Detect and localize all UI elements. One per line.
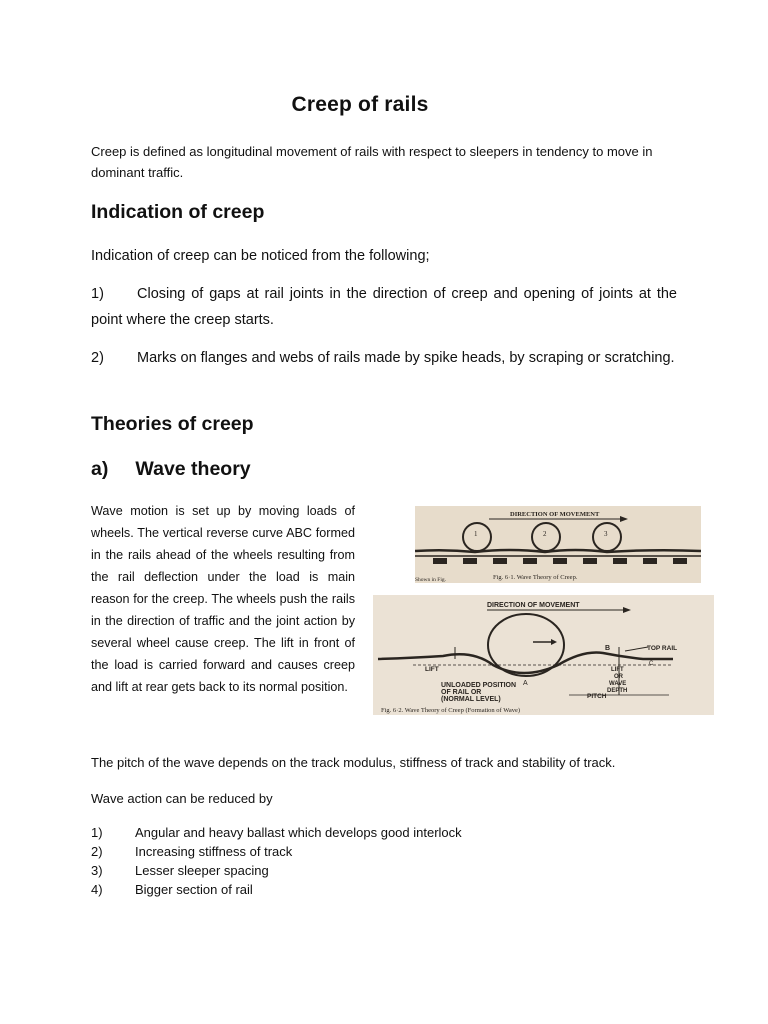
fig2-wheel-arrowhead [551,639,557,645]
heading-wave-theory: a) Wave theory [91,458,251,480]
heading-indication: Indication of creep [91,201,265,223]
creep-definition: Creep is defined as longitudinal movement of rails with respect to sleepers in tendency to move in dominant traffic. [91,144,653,180]
reduce-intro: Wave action can be reduced by [91,791,273,806]
indication-item-2 [91,345,677,371]
list-item-num: 1) [91,825,103,840]
fig2-arrowhead [623,607,631,613]
list-item [91,861,691,880]
fig2-caption: Fig. 6·2. Wave Theory of Creep (Formation of Wave) [381,707,521,714]
figure-wave-formation [373,595,714,715]
indication-item-1-text: Closing of gaps at rail joints in the direction of creep and opening of joints at the point where the creep starts. [91,286,677,328]
fig1-sleeper [523,558,537,564]
list-item-text: Bigger section of rail [135,882,253,897]
fig1-header: DIRECTION OF MOVEMENT [510,511,600,518]
list-item-num: 3) [91,863,103,878]
list-item-num: 4) [91,882,103,897]
fig2-wave-rail [378,653,673,674]
fig2-label-b: B [605,645,611,652]
fig1-sleeper [673,558,687,564]
fig1-sleeper [613,558,627,564]
fig1-wheel-label-3: 3 [604,530,608,538]
fig2-top-rail: TOP RAIL [647,645,678,652]
fig2-lift-right: LIFT [611,667,624,673]
fig1-sleeper [463,558,477,564]
fig2-unloaded-2: OF RAIL OR [441,689,482,696]
fig1-arrowhead [620,516,628,522]
list-item [91,880,691,899]
fig2-unloaded-3: (NORMAL LEVEL) [441,696,501,703]
list-item [91,823,691,842]
pitch-note: The pitch of the wave depends on the track modulus, stiffness of track and stability of track. [91,755,616,770]
wave-theory-paragraph: Wave motion is set up by moving loads of wheels. The vertical reverse curve ABC formed in the rails ahead of the wheels resulting from the rail deflection under the load is main reason for the creep. The wheels push the rails in the direction of traffic and the joint action by several wheel cause creep. The lift in front of the load is carried forward and causes creep and lift at rear gets back to its normal position. [91,504,355,694]
fig2-lift-left: LIFT [425,666,439,673]
fig1-sleeper [553,558,567,564]
indication-item-1-num: 1) [91,286,104,302]
fig1-sleeper [433,558,447,564]
list-item-text: Angular and heavy ballast which develops good interlock [135,825,462,840]
indication-item-1 [91,281,677,333]
fig1-wheel-label-1: 1 [474,530,478,538]
list-item-num: 2) [91,844,103,859]
fig2-header: DIRECTION OF MOVEMENT [487,602,580,609]
list-item [91,842,691,861]
indication-item-2-num: 2) [91,350,104,366]
fig2-label-or: OR [614,674,623,680]
fig2-label-c: C [649,661,654,667]
fig2-pitch: PITCH [587,693,607,700]
list-item-text: Lesser sleeper spacing [135,863,269,878]
page-title: Creep of rails [291,93,429,116]
indication-intro: Indication of creep can be noticed from the following; [91,248,430,264]
fig2-top-rail-pointer [625,647,648,651]
fig1-caption: Fig. 6·1. Wave Theory of Creep. [493,574,578,581]
list-item-text: Increasing stiffness of track [135,844,293,859]
fig2-label-wave: WAVE [609,681,627,687]
fig1-sleeper [493,558,507,564]
fig2-label-depth: DEPTH [607,688,628,694]
heading-theories: Theories of creep [91,413,254,435]
fig2-label-a: A [523,680,528,687]
fig1-sleeper [643,558,657,564]
fig1-sleeper [583,558,597,564]
fig1-rail [415,550,701,552]
reduce-list [91,823,691,899]
fig1-wheel-label-2: 2 [543,530,547,538]
indication-item-2-text: Marks on flanges and webs of rails made by spike heads, by scraping or scratching. [137,350,675,366]
fig2-unloaded-1: UNLOADED POSITION [441,682,517,689]
fig1-fragment: Shown in Fig. [415,577,447,583]
figure-wave-theory-wheels [415,506,701,583]
